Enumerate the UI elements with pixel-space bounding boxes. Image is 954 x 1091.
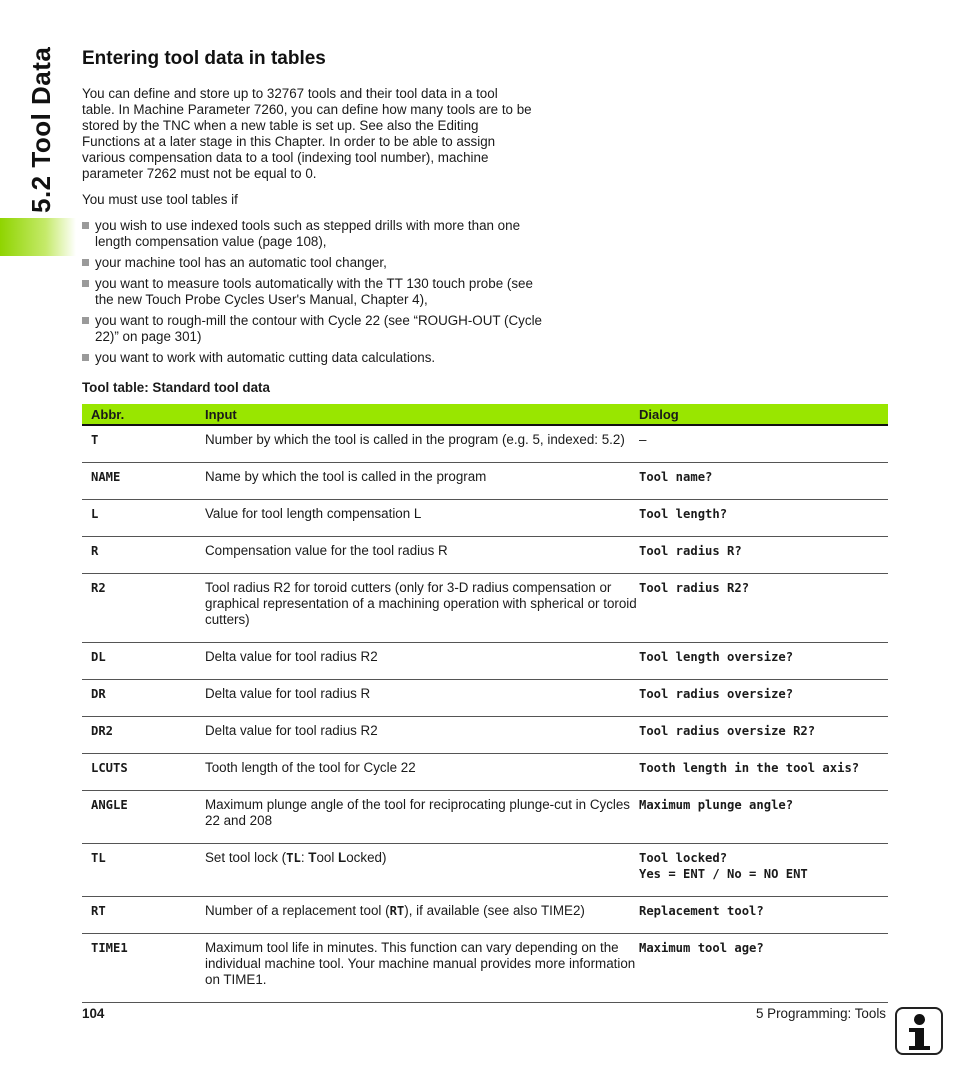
side-tab bbox=[0, 0, 76, 1091]
list-item: you want to work with automatic cutting data calculations. bbox=[82, 350, 542, 366]
dialog-cell: Tool radius oversize? bbox=[639, 687, 794, 701]
input-cell: Name by which the tool is called in the program bbox=[205, 463, 639, 500]
table-row bbox=[82, 463, 888, 500]
table-row bbox=[82, 537, 888, 574]
list-item: you want to rough-mill the contour with Cycle 22 (see “ROUGH-OUT (Cycle 22)” on page 301) bbox=[82, 313, 542, 345]
bullet-square-icon bbox=[82, 222, 89, 229]
input-cell: Number of a replacement tool (RT), if available (see also TIME2) bbox=[205, 897, 639, 934]
intro-paragraph: You can define and store up to 32767 tools and their tool data in a tool table. In Machine Parameter 7260, you can define how many tools are to be stored by the TNC when a new table is set up. See also the Editing Functions at a later stage in this Chapter. In order to be able to assign various compensation data to a tool (indexing tool number), machine parameter 7262 must not be equal to 0. bbox=[82, 86, 532, 181]
input-cell: Delta value for tool radius R2 bbox=[205, 717, 639, 754]
bullet-square-icon bbox=[82, 259, 89, 266]
bullet-square-icon bbox=[82, 317, 89, 324]
table-row bbox=[82, 643, 888, 680]
table-row bbox=[82, 934, 888, 1003]
table-row bbox=[82, 717, 888, 754]
dialog-cell: Tool length? bbox=[639, 507, 728, 521]
abbr-cell: DL bbox=[91, 650, 106, 664]
table-row bbox=[82, 844, 888, 897]
input-cell: Delta value for tool radius R bbox=[205, 680, 639, 717]
header-abbr: Abbr. bbox=[82, 404, 205, 425]
input-cell: Number by which the tool is called in the program (e.g. 5, indexed: 5.2) bbox=[205, 425, 639, 463]
info-icon bbox=[895, 1007, 943, 1055]
list-item: your machine tool has an automatic tool changer, bbox=[82, 255, 542, 271]
input-cell: Set tool lock (TL: Tool Locked) bbox=[205, 844, 639, 897]
dialog-cell: Tool radius R2? bbox=[639, 581, 750, 595]
dialog-cell: Tool length oversize? bbox=[639, 650, 794, 664]
dialog-cell: Maximum tool age? bbox=[639, 941, 764, 955]
table-title: Tool table: Standard tool data bbox=[82, 380, 270, 395]
abbr-cell: DR2 bbox=[91, 724, 114, 738]
dialog-cell: Tool locked? bbox=[639, 851, 728, 865]
table-row bbox=[82, 574, 888, 643]
bullet-list bbox=[82, 218, 542, 371]
lead-sentence: You must use tool tables if bbox=[82, 192, 238, 207]
abbr-cell: TL bbox=[91, 851, 106, 865]
table-row bbox=[82, 791, 888, 844]
bullet-square-icon bbox=[82, 280, 89, 287]
dialog-cell: Tool radius oversize R2? bbox=[639, 724, 816, 738]
abbr-cell: T bbox=[91, 433, 99, 447]
chapter-label: 5 Programming: Tools bbox=[756, 1006, 886, 1021]
bullet-square-icon bbox=[82, 354, 89, 361]
tool-data-table bbox=[82, 404, 888, 1003]
dialog-cell: Tool radius R? bbox=[639, 544, 742, 558]
abbr-cell: DR bbox=[91, 687, 106, 701]
input-cell: Maximum plunge angle of the tool for reciprocating plunge-cut in Cycles 22 and 208 bbox=[205, 791, 639, 844]
abbr-cell: L bbox=[91, 507, 99, 521]
section-heading: Entering tool data in tables bbox=[82, 48, 326, 69]
input-cell: Maximum tool life in minutes. This function can vary depending on the individual machine tool. Your machine manual provides more information on TIME1. bbox=[205, 934, 639, 1003]
abbr-cell: LCUTS bbox=[91, 761, 128, 775]
dialog-cell: Replacement tool? bbox=[639, 904, 764, 918]
list-item: you wish to use indexed tools such as stepped drills with more than one length compensation value (page 108), bbox=[82, 218, 542, 250]
abbr-cell: NAME bbox=[91, 470, 121, 484]
abbr-cell: ANGLE bbox=[91, 798, 128, 812]
header-input: Input bbox=[205, 404, 639, 425]
table-row bbox=[82, 897, 888, 934]
input-cell: Compensation value for the tool radius R bbox=[205, 537, 639, 574]
abbr-cell: R bbox=[91, 544, 99, 558]
side-tab-marker bbox=[0, 218, 76, 256]
dialog-cell: – bbox=[639, 425, 888, 463]
dialog-cell: Tooth length in the tool axis? bbox=[639, 761, 860, 775]
dialog-cell: Maximum plunge angle? bbox=[639, 798, 794, 812]
input-cell: Tool radius R2 for toroid cutters (only for 3-D radius compensation or graphical representation of a machining operation with spherical or toroid cutters) bbox=[205, 574, 639, 643]
header-dialog: Dialog bbox=[639, 404, 888, 425]
dialog-cell-line2: Yes = ENT / No = NO ENT bbox=[639, 867, 808, 881]
page-number: 104 bbox=[82, 1006, 105, 1021]
side-tab-title: 5.2 Tool Data bbox=[26, 46, 56, 213]
table-row bbox=[82, 754, 888, 791]
table-row bbox=[82, 680, 888, 717]
input-cell: Value for tool length compensation L bbox=[205, 500, 639, 537]
abbr-cell: RT bbox=[91, 904, 106, 918]
list-item: you want to measure tools automatically with the TT 130 touch probe (see the new Touch Probe Cycles User's Manual, Chapter 4), bbox=[82, 276, 542, 308]
input-cell: Tooth length of the tool for Cycle 22 bbox=[205, 754, 639, 791]
abbr-cell: TIME1 bbox=[91, 941, 128, 955]
table-row bbox=[82, 500, 888, 537]
abbr-cell: R2 bbox=[91, 581, 106, 595]
dialog-cell: Tool name? bbox=[639, 470, 713, 484]
table-header-row bbox=[82, 404, 888, 425]
table-row bbox=[82, 425, 888, 463]
input-cell: Delta value for tool radius R2 bbox=[205, 643, 639, 680]
